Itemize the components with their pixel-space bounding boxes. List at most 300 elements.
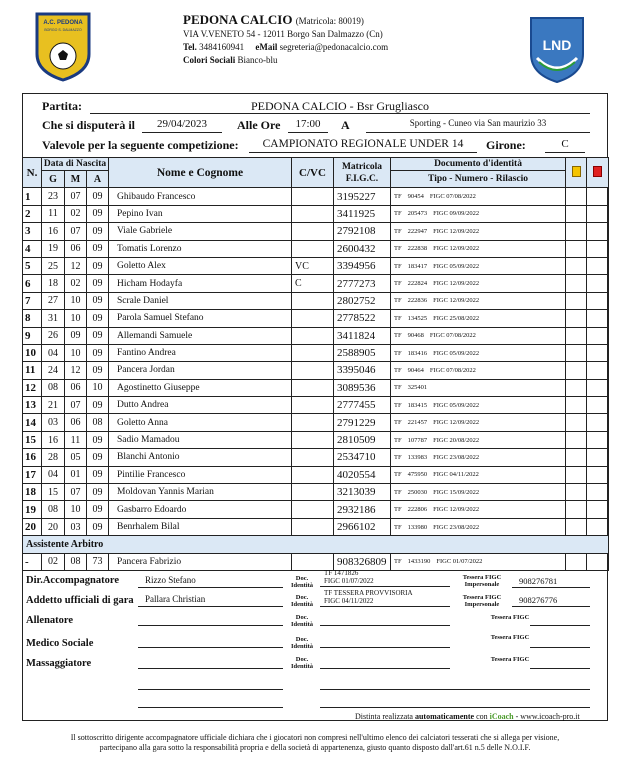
player-role: VC <box>292 257 334 274</box>
col-doc-sub: Tipo - Numero - Rilascio <box>391 171 566 188</box>
credit <box>355 712 580 721</box>
birth-year: 09 <box>87 275 109 292</box>
birth-month: 07 <box>65 188 87 205</box>
player-document-part: TF <box>394 506 402 514</box>
club-address: VIA V.VENETO 54 - 12011 Borgo San Dalmazzo (Cn) <box>183 29 383 39</box>
player-document-part: FIGC 05/09/2022 <box>433 262 480 270</box>
player-document <box>391 327 566 344</box>
player-name: Fantino Andrea <box>109 344 292 361</box>
table-row <box>23 327 609 344</box>
addetto-name: Pallara Christian <box>145 594 206 604</box>
club-email: segreteria@pedonacalcio.com <box>279 42 389 52</box>
birth-month: 07 <box>65 397 87 414</box>
yellow-card-cell <box>566 397 587 414</box>
birth-year: 10 <box>87 379 109 396</box>
player-name: Goletto Alex <box>109 257 292 274</box>
player-document-part: TF <box>394 297 402 305</box>
player-role <box>292 414 334 431</box>
player-document-part: TF <box>394 384 402 392</box>
player-document <box>391 484 566 501</box>
player-document-part: FIGC 12/09/2022 <box>433 245 480 253</box>
birth-day: 16 <box>42 223 65 240</box>
player-document-part: FIGC 12/09/2022 <box>433 297 480 305</box>
addetto-doc-line1: TF TESSERA PROVVISORIA <box>324 589 413 597</box>
player-document-part: FIGC 12/09/2022 <box>433 506 480 514</box>
addetto-doc <box>324 589 413 605</box>
player-document <box>391 379 566 396</box>
player-number: 12 <box>23 379 42 396</box>
partita-label: Partita: <box>42 99 82 113</box>
yellow-card-cell <box>566 466 587 483</box>
email-label: eMail <box>255 42 278 52</box>
red-card-cell <box>587 275 609 292</box>
table-row <box>23 431 609 448</box>
player-document-part: 134525 <box>407 314 428 322</box>
birth-month: 10 <box>65 501 87 518</box>
player-document <box>391 431 566 448</box>
red-card-cell <box>587 310 609 327</box>
birth-day: 04 <box>42 344 65 361</box>
birth-month: 06 <box>65 414 87 431</box>
assistant-document-part: TF <box>394 558 402 566</box>
yellow-card-cell <box>566 223 587 240</box>
player-number: 9 <box>23 327 42 344</box>
player-name: Sadio Mamadou <box>109 431 292 448</box>
player-matricola: 3089536 <box>334 379 391 396</box>
club-name: PEDONA CALCIO <box>183 12 293 27</box>
player-document-part: 90468 <box>407 332 424 340</box>
yellow-card-cell <box>566 344 587 361</box>
player-number: 10 <box>23 344 42 361</box>
player-document-part: TF <box>394 227 402 235</box>
player-document-part: 183417 <box>407 262 428 270</box>
table-row <box>23 223 609 240</box>
birth-month: 10 <box>65 292 87 309</box>
assistant-red-cell <box>587 553 609 570</box>
birth-day: 15 <box>42 484 65 501</box>
player-document-part: TF <box>394 332 402 340</box>
birth-month: 05 <box>65 449 87 466</box>
player-document-part: TF <box>394 245 402 253</box>
birth-day: 31 <box>42 310 65 327</box>
yellow-card-cell <box>566 431 587 448</box>
red-card-cell <box>587 449 609 466</box>
medico-label: Medico Sociale <box>26 638 94 649</box>
addetto-label: Addetto ufficiali di gara <box>26 595 134 606</box>
time-value: 17:00 <box>295 118 321 130</box>
yellow-card-cell <box>566 310 587 327</box>
player-name: Pancera Jordan <box>109 362 292 379</box>
red-card-cell <box>587 327 609 344</box>
red-card-cell <box>587 379 609 396</box>
player-name: Agostinetto Giuseppe <box>109 379 292 396</box>
table-row <box>23 240 609 257</box>
birth-year: 09 <box>87 223 109 240</box>
player-document-part: FIGC 07/08/2022 <box>429 193 476 201</box>
table-row <box>23 205 609 222</box>
table-row <box>23 257 609 274</box>
player-matricola: 2588905 <box>334 344 391 361</box>
dir-label: Dir.Accompagnatore <box>26 575 120 586</box>
table-row <box>23 518 609 535</box>
player-document-part: 183416 <box>407 349 428 357</box>
credit-con: con <box>476 712 488 721</box>
player-number: 16 <box>23 449 42 466</box>
birth-month: 02 <box>65 205 87 222</box>
player-document <box>391 344 566 361</box>
player-matricola: 2802752 <box>334 292 391 309</box>
player-matricola: 2778522 <box>334 310 391 327</box>
player-document-part: FIGC 15/09/2022 <box>433 488 480 496</box>
player-document-part: 222806 <box>407 506 428 514</box>
player-document-part: TF <box>394 349 402 357</box>
club-colors: Bianco-blu <box>237 55 278 65</box>
place-value: Sporting - Cuneo via San maurizio 33 <box>409 118 547 128</box>
footer-note <box>40 733 590 753</box>
player-document <box>391 501 566 518</box>
player-document-part: TF <box>394 262 402 270</box>
player-document-part: 475950 <box>407 471 428 479</box>
girone-label: Girone: <box>486 138 526 152</box>
club-matricola: (Matricola: 80019) <box>295 16 364 26</box>
yellow-card-cell <box>566 257 587 274</box>
player-document-part: FIGC 05/09/2022 <box>433 401 480 409</box>
player-document <box>391 205 566 222</box>
birth-year: 09 <box>87 518 109 535</box>
birth-month: 09 <box>65 327 87 344</box>
allenatore-label: Allenatore <box>26 615 74 626</box>
birth-day: 08 <box>42 501 65 518</box>
birth-year: 09 <box>87 205 109 222</box>
assistant-section-label: Assistente Arbitro <box>23 536 609 553</box>
credit-auto: automaticamente <box>414 712 475 721</box>
player-matricola: 2966102 <box>334 518 391 535</box>
logo-text: A.C. PEDONA <box>43 20 83 26</box>
player-document <box>391 188 566 205</box>
credit-prefix: Distinta realizzata <box>355 712 413 721</box>
yellow-card-cell <box>566 414 587 431</box>
dir-tessera-label: Tessera FIGC Impersonale <box>462 574 502 588</box>
red-card-cell <box>587 188 609 205</box>
player-document-part: 222824 <box>407 280 428 288</box>
birth-day: 21 <box>42 397 65 414</box>
player-number: 3 <box>23 223 42 240</box>
player-document-part: TF <box>394 419 402 427</box>
red-card-cell <box>587 240 609 257</box>
player-document <box>391 518 566 535</box>
birth-month: 02 <box>65 275 87 292</box>
player-document-part: TF <box>394 436 402 444</box>
player-document <box>391 397 566 414</box>
player-document-part: FIGC 23/08/2022 <box>433 523 480 531</box>
table-row <box>23 501 609 518</box>
allenatore-tessera-label: Tessera FIGC <box>490 614 530 621</box>
yellow-card-cell <box>566 362 587 379</box>
birth-day: 19 <box>42 240 65 257</box>
assistant-document-part: 1433190 <box>407 558 431 566</box>
player-role <box>292 344 334 361</box>
player-matricola: 2791229 <box>334 414 391 431</box>
player-role <box>292 466 334 483</box>
yellow-card-cell <box>566 449 587 466</box>
birth-year: 09 <box>87 292 109 309</box>
player-document-part: FIGC 12/09/2022 <box>433 419 480 427</box>
dir-doc-line1: TF 1471826 <box>324 569 359 577</box>
birth-month: 10 <box>65 344 87 361</box>
player-document-part: 222836 <box>407 297 428 305</box>
yellow-card-cell <box>566 484 587 501</box>
player-document-part: 250030 <box>407 488 428 496</box>
player-document-part: FIGC 23/08/2022 <box>433 453 480 461</box>
addetto-doc-line2: FIGC 04/11/2022 <box>324 597 374 605</box>
player-document-part: FIGC 12/09/2022 <box>433 280 480 288</box>
player-document <box>391 310 566 327</box>
player-number: 1 <box>23 188 42 205</box>
tel-label: Tel. <box>183 42 197 52</box>
player-document-part: 133983 <box>407 453 428 461</box>
player-document-part: FIGC 04/11/2022 <box>433 471 479 479</box>
col-birth: Data di Nascita <box>42 158 109 171</box>
addetto-tessera: 908276776 <box>519 595 558 605</box>
player-matricola: 2777455 <box>334 397 391 414</box>
player-role <box>292 205 334 222</box>
player-number: 7 <box>23 292 42 309</box>
birth-month: 06 <box>65 240 87 257</box>
girone-value: C <box>561 138 569 150</box>
col-g: G <box>42 171 65 188</box>
colors-label: Colori Sociali <box>183 55 236 65</box>
player-role <box>292 501 334 518</box>
date-label: Che si disputerà il <box>42 118 136 132</box>
medico-doc-label: Doc. Identità <box>290 636 314 650</box>
birth-day: 28 <box>42 449 65 466</box>
birth-month: 03 <box>65 518 87 535</box>
footer-line1: Il sottoscritto dirigente accompagnatore ufficiale dichiara che i giocatori non compresi nell'ultimo elenco dei calciatori tesserati che si allega per visione, <box>70 733 560 742</box>
lnd-logo-text: LND <box>542 37 572 53</box>
player-name: Pintilie Francesco <box>109 466 292 483</box>
birth-year: 09 <box>87 240 109 257</box>
player-document-part: TF <box>394 488 402 496</box>
birth-month: 07 <box>65 223 87 240</box>
table-row <box>23 379 609 396</box>
birth-year: 09 <box>87 344 109 361</box>
player-matricola: 2600432 <box>334 240 391 257</box>
massaggiatore-tessera-label: Tessera FIGC <box>490 656 530 663</box>
player-document <box>391 414 566 431</box>
player-matricola: 2932186 <box>334 501 391 518</box>
red-card-icon <box>593 166 602 177</box>
credit-brand: iCoach <box>489 712 514 721</box>
player-document-part: TF <box>394 523 402 531</box>
player-role <box>292 484 334 501</box>
player-document-part: 222838 <box>407 245 428 253</box>
player-document <box>391 240 566 257</box>
birth-year: 09 <box>87 310 109 327</box>
player-matricola: 3395046 <box>334 362 391 379</box>
dir-doc <box>324 569 374 585</box>
player-document-part: FIGC 12/09/2022 <box>433 227 480 235</box>
player-role <box>292 362 334 379</box>
birth-day: 20 <box>42 518 65 535</box>
player-number: 18 <box>23 484 42 501</box>
red-card-cell <box>587 484 609 501</box>
col-matricola-label: Matricola <box>341 161 383 172</box>
player-number: 2 <box>23 205 42 222</box>
birth-year: 08 <box>87 414 109 431</box>
assistant-document-part: FIGC 01/07/2022 <box>436 558 483 566</box>
player-role <box>292 188 334 205</box>
player-role <box>292 518 334 535</box>
player-role <box>292 397 334 414</box>
player-document <box>391 466 566 483</box>
birth-month: 10 <box>65 310 87 327</box>
footer-line2: partecipano alla gara sotto la responsabilità propria e della società di appartenenza, giusto quanto disposto dall'art.61 n.5 delle N.O.I.F. <box>99 743 531 752</box>
birth-day: 26 <box>42 327 65 344</box>
birth-day: 18 <box>42 275 65 292</box>
birth-month: 01 <box>65 466 87 483</box>
player-document-part: 90454 <box>407 193 424 201</box>
red-card-cell <box>587 205 609 222</box>
table-row <box>23 362 609 379</box>
player-name: Tomatis Lorenzo <box>109 240 292 257</box>
dir-name: Rizzo Stefano <box>145 575 196 585</box>
yellow-card-cell <box>566 205 587 222</box>
dir-doc-line2: FIGC 01/07/2022 <box>324 577 374 585</box>
time-label: Alle Ore <box>237 118 281 132</box>
red-card-cell <box>587 344 609 361</box>
birth-day: 24 <box>42 362 65 379</box>
player-role <box>292 292 334 309</box>
massaggiatore-doc-label: Doc. Identità <box>290 656 314 670</box>
red-card-cell <box>587 223 609 240</box>
player-name: Blanchi Antonio <box>109 449 292 466</box>
player-document-part: FIGC 07/08/2022 <box>429 332 476 340</box>
birth-month: 11 <box>65 431 87 448</box>
assistant-role <box>292 553 334 570</box>
player-document-part: TF <box>394 314 402 322</box>
player-name: Hicham Hodayfa <box>109 275 292 292</box>
player-document <box>391 223 566 240</box>
dir-doc-label: Doc. Identità <box>290 575 314 589</box>
player-number: 20 <box>23 518 42 535</box>
birth-year: 09 <box>87 449 109 466</box>
yellow-card-cell <box>566 327 587 344</box>
assistant-document <box>391 553 566 570</box>
birth-year: 09 <box>87 188 109 205</box>
player-number: 14 <box>23 414 42 431</box>
player-number: 8 <box>23 310 42 327</box>
col-matricola <box>334 158 391 188</box>
player-document-part: 107787 <box>407 436 428 444</box>
addetto-tessera-label: Tessera FIGC Impersonale <box>462 594 502 608</box>
assistant-name: Pancera Fabrizio <box>109 553 292 570</box>
player-number: 15 <box>23 431 42 448</box>
yellow-card-cell <box>566 501 587 518</box>
player-document <box>391 275 566 292</box>
club-header <box>183 13 388 67</box>
yellow-card-col <box>566 158 587 188</box>
player-document <box>391 257 566 274</box>
player-document-part: 133980 <box>407 523 428 531</box>
birth-month: 07 <box>65 484 87 501</box>
assistant-yellow-cell <box>566 553 587 570</box>
assistant-birth-day: 02 <box>42 553 65 570</box>
player-matricola: 3411925 <box>334 205 391 222</box>
birth-year: 09 <box>87 501 109 518</box>
table-row <box>23 414 609 431</box>
player-number: 4 <box>23 240 42 257</box>
yellow-card-cell <box>566 275 587 292</box>
col-figc-label: F.I.G.C. <box>345 173 379 184</box>
col-m: M <box>65 171 87 188</box>
player-name: Parola Samuel Stefano <box>109 310 292 327</box>
birth-day: 08 <box>42 379 65 396</box>
birth-month: 06 <box>65 379 87 396</box>
red-card-cell <box>587 292 609 309</box>
player-matricola: 3195227 <box>334 188 391 205</box>
player-role <box>292 327 334 344</box>
player-role <box>292 449 334 466</box>
player-number: 13 <box>23 397 42 414</box>
assistant-matricola: 908326809 <box>334 553 391 570</box>
table-row <box>23 466 609 483</box>
player-document-part: TF <box>394 210 402 218</box>
red-card-cell <box>587 257 609 274</box>
assistant-number: - <box>23 553 42 570</box>
table-row <box>23 397 609 414</box>
player-document-part: TF <box>394 280 402 288</box>
col-name: Nome e Cognome <box>109 158 292 188</box>
allenatore-doc-label: Doc. Identità <box>290 614 314 628</box>
player-name: Benrhalem Bilal <box>109 518 292 535</box>
col-a: A <box>87 171 109 188</box>
player-name: Goletto Anna <box>109 414 292 431</box>
red-card-cell <box>587 362 609 379</box>
col-doc: Documento d'identità <box>391 158 566 171</box>
birth-day: 04 <box>42 466 65 483</box>
club-logo <box>33 10 93 82</box>
player-role <box>292 223 334 240</box>
birth-year: 09 <box>87 257 109 274</box>
red-card-cell <box>587 397 609 414</box>
yellow-card-cell <box>566 188 587 205</box>
player-number: 11 <box>23 362 42 379</box>
player-document-part: TF <box>394 193 402 201</box>
birth-month: 12 <box>65 257 87 274</box>
player-document-part: 205473 <box>407 210 428 218</box>
col-n: N. <box>23 158 42 188</box>
yellow-card-cell <box>566 292 587 309</box>
red-card-cell <box>587 466 609 483</box>
player-document-part: 90464 <box>407 366 424 374</box>
player-document-part: 325401 <box>407 384 428 392</box>
player-role <box>292 431 334 448</box>
red-card-cell <box>587 518 609 535</box>
red-card-cell <box>587 414 609 431</box>
red-card-cell <box>587 501 609 518</box>
credit-site: - www.icoach-pro.it <box>515 712 580 721</box>
yellow-card-icon <box>572 166 581 177</box>
player-matricola: 4020554 <box>334 466 391 483</box>
player-document <box>391 362 566 379</box>
player-document-part: TF <box>394 471 402 479</box>
yellow-card-cell <box>566 379 587 396</box>
birth-day: 16 <box>42 431 65 448</box>
addetto-doc-label: Doc. Identità <box>290 594 314 608</box>
birth-month: 12 <box>65 362 87 379</box>
table-row <box>23 188 609 205</box>
yellow-card-cell <box>566 518 587 535</box>
